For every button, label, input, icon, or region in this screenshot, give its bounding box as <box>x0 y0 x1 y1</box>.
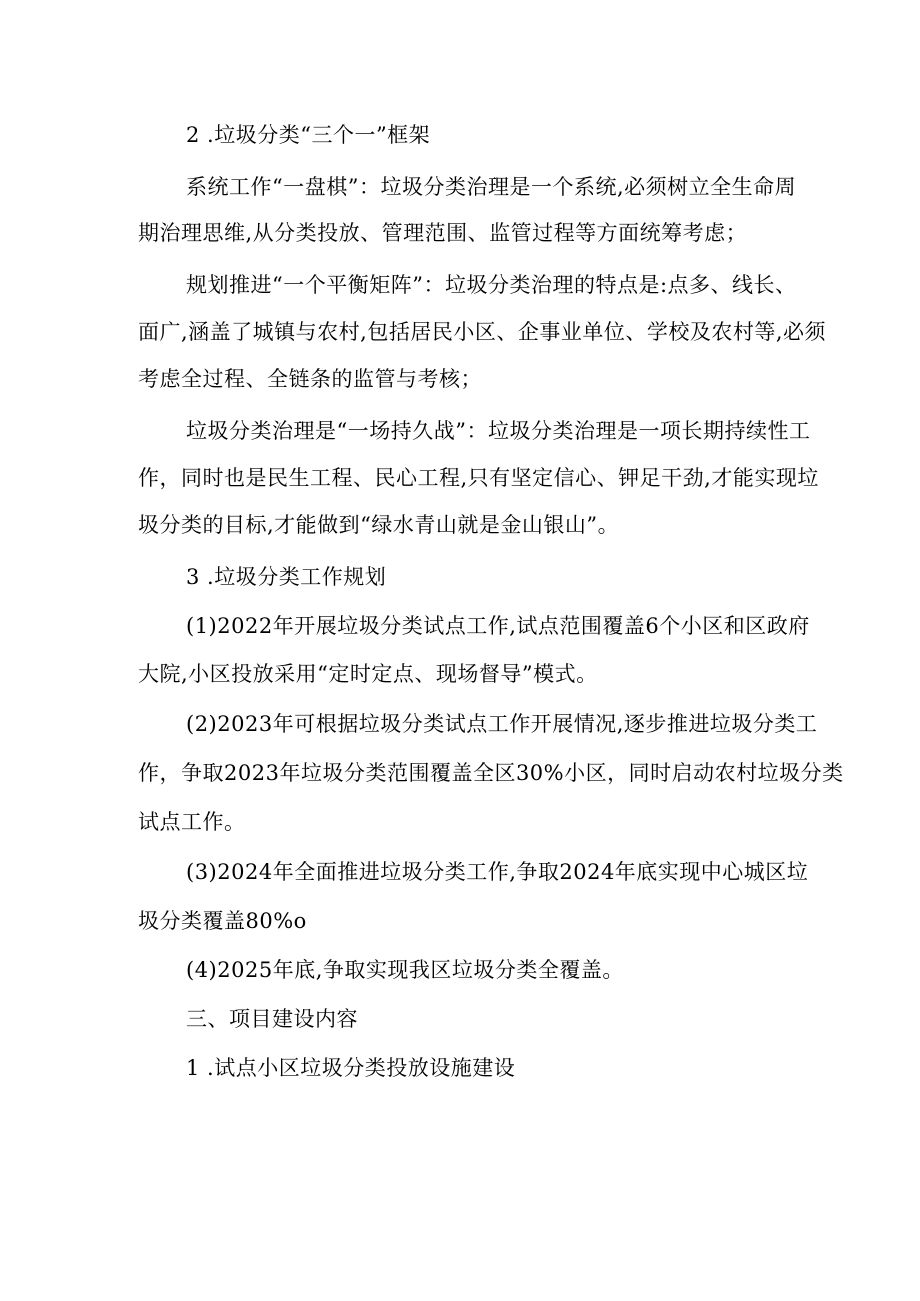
paragraph-line: 圾分类覆盖80%o <box>138 909 307 933</box>
paragraph-line: (3)2024年全面推进垃圾分类工作,争取2024年底实现中心城区垃 <box>186 860 809 884</box>
paragraph-line: 大院,小区投放采用“定时定点、现场督导”模式。 <box>138 662 598 686</box>
paragraph-line: (2)2023年可根据垃圾分类试点工作开展情况,逐步推进垃圾分类工 <box>186 712 818 736</box>
paragraph-line: 圾分类的目标,才能做到“绿水青山就是金山银山”。 <box>138 513 620 537</box>
paragraph-line: (1)2022年开展垃圾分类试点工作,试点范围覆盖6个小区和区政府 <box>186 614 810 638</box>
paragraph-line: 试点工作。 <box>138 810 246 834</box>
paragraph-line: 作，争取2023年垃圾分类范围覆盖全区30%小区，同时启动农村垃圾分类 <box>138 761 844 785</box>
paragraph-line: 垃圾分类治理是“一场持久战”：垃圾分类治理是一项长期持续性工 <box>186 419 811 443</box>
paragraph-line: 面广,涵盖了城镇与农村,包括居民小区、企事业单位、学校及农村等,必须 <box>138 320 827 344</box>
section-heading-project: 三、项目建设内容 <box>186 1007 358 1031</box>
section-heading-facilities: 1 .试点小区垃圾分类投放设施建设 <box>186 1056 516 1080</box>
section-heading-plan: 3 .垃圾分类工作规划 <box>186 565 387 589</box>
paragraph-line: 期治理思维,从分类投放、管理范围、监管过程等方面统筹考虑； <box>138 221 748 245</box>
paragraph-line: 规划推进“一个平衡矩阵”：垃圾分类治理的特点是:点多、线长、 <box>186 273 797 297</box>
paragraph-line: 作，同时也是民生工程、民心工程,只有坚定信心、钾足干劲,才能实现垃 <box>138 466 819 490</box>
paragraph-line: 考虑全过程、全链条的监管与考核； <box>138 367 482 391</box>
section-heading-framework: 2 .垃圾分类“三个一”框架 <box>186 123 431 147</box>
paragraph-line: 系统工作“一盘棋”：垃圾分类治理是一个系统,必须树立全生命周 <box>186 175 797 199</box>
paragraph-line: (4)2025年底,争取实现我区垃圾分类全覆盖。 <box>186 958 624 982</box>
